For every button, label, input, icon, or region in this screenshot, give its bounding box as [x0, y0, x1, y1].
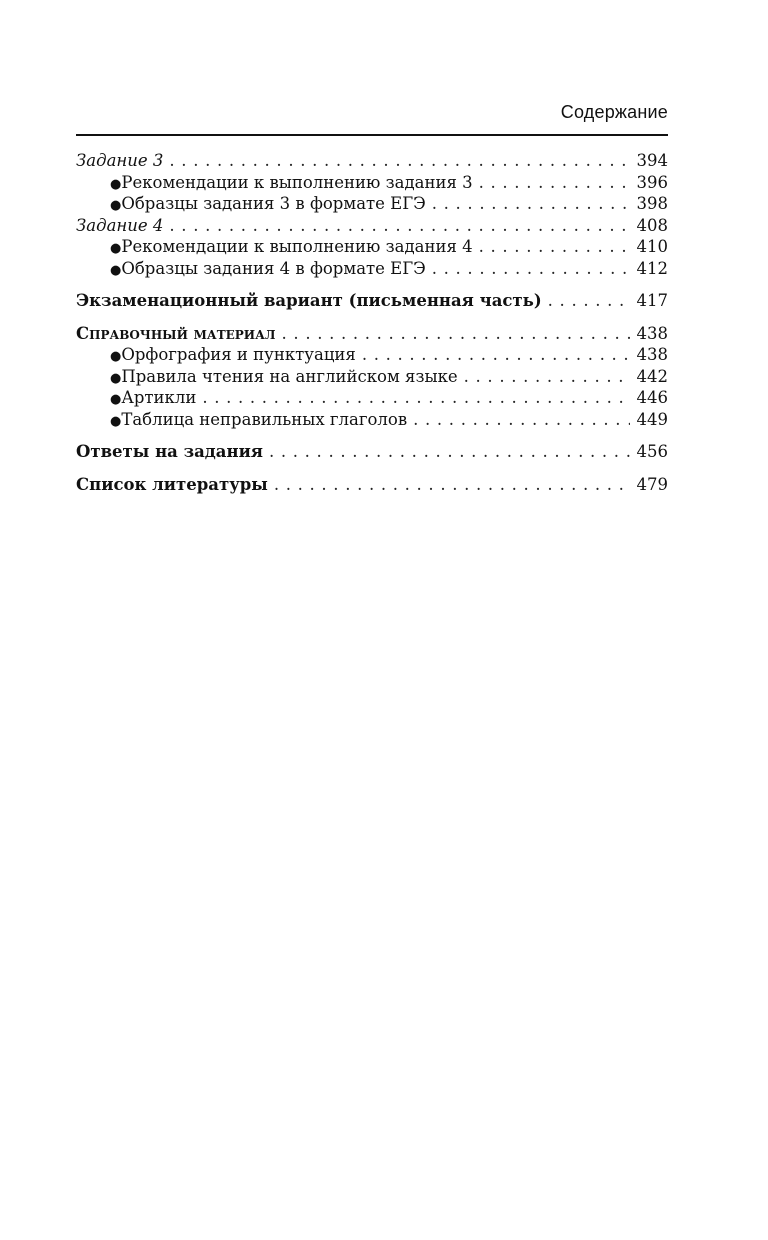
toc-page-number: 396 [636, 172, 668, 192]
toc-entry-reading-rules[interactable] [76, 366, 668, 388]
toc-dot-leader [464, 366, 630, 388]
toc-entry-task-3-samples[interactable] [76, 193, 668, 215]
toc-page-number: 394 [636, 151, 668, 170]
toc-entry-answers[interactable] [76, 441, 668, 463]
toc-entry-title: Образцы задания 3 в формате ЕГЭ [121, 194, 426, 213]
toc-page-number: 456 [636, 442, 668, 461]
toc-dot-leader [432, 193, 630, 215]
toc-entry-orthography[interactable] [76, 344, 668, 366]
toc-page-number: 449 [636, 409, 668, 429]
toc-entry-task-4[interactable] [76, 215, 668, 237]
toc-dot-leader [202, 387, 630, 409]
bullet-icon: ● [110, 176, 122, 192]
toc-entry-title: Образцы задания 4 в формате ЕГЭ [121, 258, 426, 278]
toc-entry-title: Задание 3 [76, 151, 164, 170]
toc-entry-title: Рекомендации к выполнению задания 4 [121, 237, 473, 256]
toc-dot-leader [479, 172, 630, 194]
toc-dot-leader [169, 150, 630, 172]
running-header-title: Содержание [560, 102, 668, 122]
toc-entry-title: Справочный материал [76, 323, 276, 343]
toc-entry-title: Рекомендации к выполнению задания 3 [121, 172, 473, 192]
toc-page-number: 398 [636, 194, 668, 213]
toc-entry-title: Список литературы [76, 474, 268, 494]
toc-entry-reference-material[interactable] [76, 323, 668, 345]
toc-entry-title: Орфография и пунктуация [121, 345, 356, 364]
toc-entry-task-3-recommendations[interactable] [76, 172, 668, 194]
toc-entry-title: Таблица неправильных глаголов [121, 409, 408, 429]
toc-entry-title: Задание 4 [76, 215, 164, 235]
toc-entry-title: Ответы на задания [76, 442, 263, 461]
toc-dot-leader [548, 290, 630, 312]
toc-page-number: 446 [636, 388, 668, 407]
toc-entry-task-4-samples[interactable] [76, 258, 668, 280]
toc-page-number: 408 [636, 215, 668, 235]
bullet-icon: ● [110, 413, 122, 429]
toc-page-number: 479 [636, 474, 668, 494]
toc-entry-articles[interactable] [76, 387, 668, 409]
table-of-contents [76, 150, 668, 495]
toc-page-number: 417 [636, 291, 668, 310]
bullet-icon: ● [110, 241, 122, 256]
bullet-icon: ● [110, 392, 122, 407]
toc-dot-leader [269, 441, 630, 463]
toc-dot-leader [362, 344, 630, 366]
running-header [76, 100, 668, 136]
bullet-icon: ● [110, 262, 122, 278]
toc-dot-leader [432, 258, 630, 280]
bullet-icon: ● [110, 370, 122, 386]
toc-page-number: 438 [636, 323, 668, 343]
toc-entry-title: Правила чтения на английском языке [121, 366, 458, 386]
toc-dot-leader [413, 409, 630, 431]
toc-page-number: 410 [636, 237, 668, 256]
bullet-icon: ● [110, 349, 122, 364]
toc-entry-task-4-recommendations[interactable] [76, 236, 668, 258]
toc-dot-leader [479, 236, 630, 258]
toc-entry-title: Артикли [121, 388, 197, 407]
toc-dot-leader [274, 474, 630, 496]
toc-dot-leader [169, 215, 630, 237]
bullet-icon: ● [110, 198, 122, 213]
toc-entry-bibliography[interactable] [76, 474, 668, 496]
toc-entry-title: Экзаменационный вариант (письменная часть) [76, 291, 542, 310]
toc-entry-exam-variant[interactable] [76, 290, 668, 312]
toc-entry-irregular-verbs[interactable] [76, 409, 668, 431]
toc-dot-leader [282, 323, 630, 345]
toc-entry-task-3[interactable] [76, 150, 668, 172]
toc-page-number: 438 [636, 345, 668, 364]
toc-page-number: 442 [636, 366, 668, 386]
toc-page-number: 412 [636, 258, 668, 278]
